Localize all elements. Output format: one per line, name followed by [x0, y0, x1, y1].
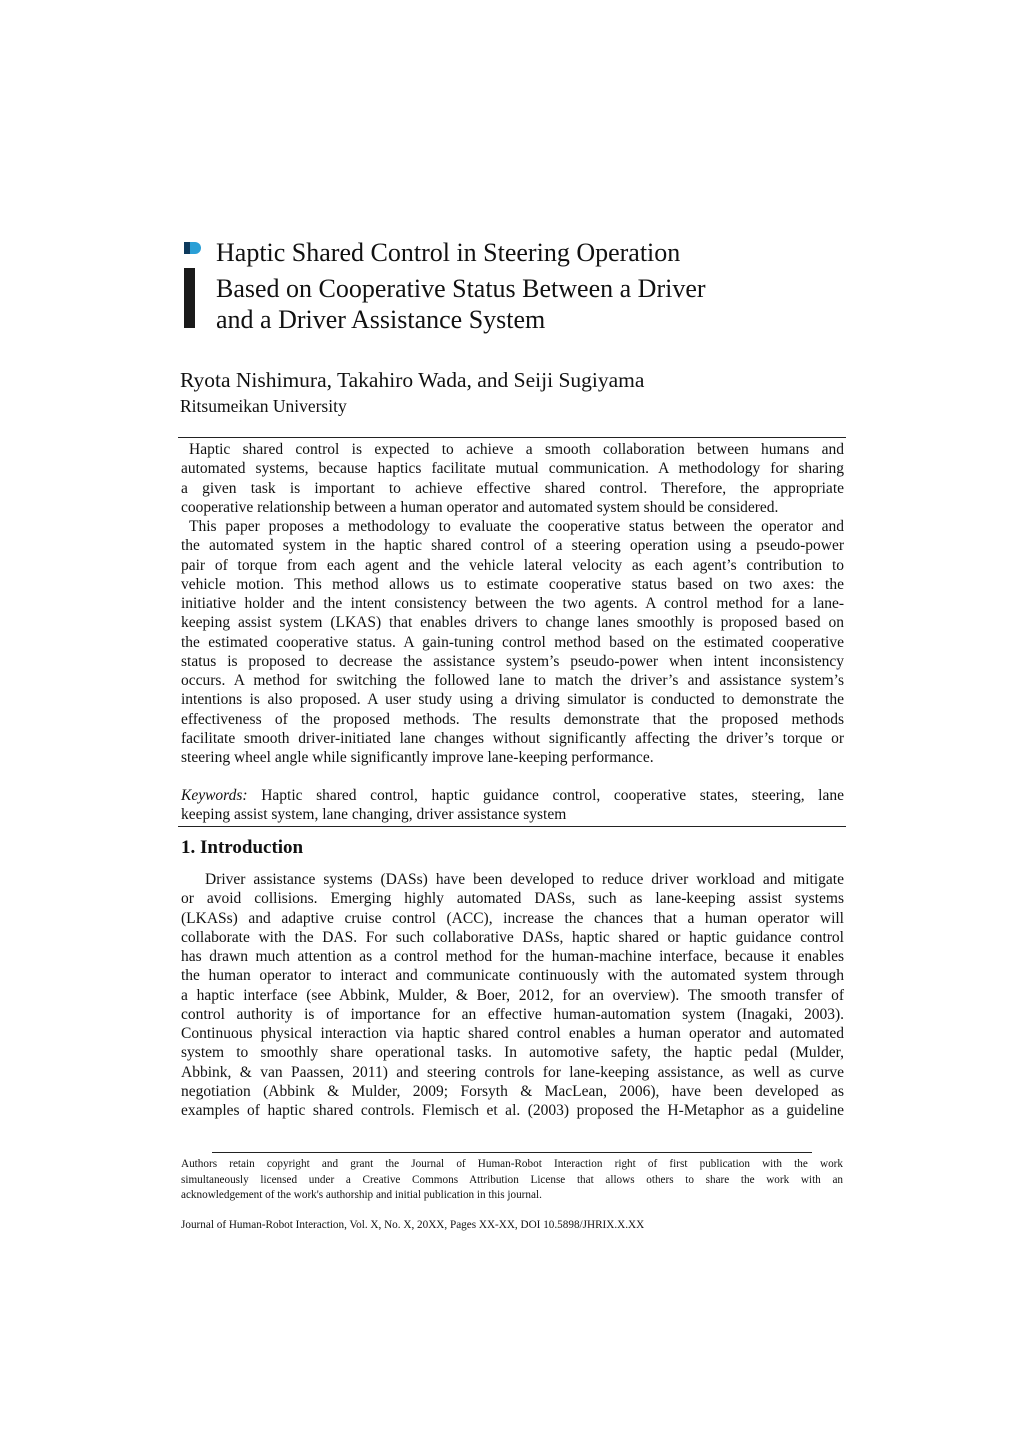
text-line: (LKASs) and adaptive cruise control (ACC), increase the chances that a human operator will	[181, 909, 844, 927]
title-line: Based on Cooperative Status Between a Driver	[216, 274, 706, 303]
text-line: the human operator to interact and communicate continuously with the automated system through	[181, 967, 844, 985]
text-line: steering wheel angle while significantly improve lane-keeping performance.	[181, 749, 654, 766]
keywords-line: keeping assist system, lane changing, driver assistance system	[181, 806, 567, 824]
text-line: Driver assistance systems (DASs) have been developed to reduce driver workload and mitigate	[205, 871, 844, 888]
abstract	[181, 440, 844, 767]
authors: Ryota Nishimura, Takahiro Wada, and Seiji Sugiyama	[180, 368, 645, 392]
text-line: cooperative relationship between a human operator and automated system should be considered.	[181, 498, 779, 516]
text-line: Continuous physical interaction via haptic shared control enables a human operator and automated	[181, 1025, 844, 1042]
text-line: vehicle motion. This method allows us to estimate cooperative status based on two axes: the	[181, 575, 844, 593]
text-line: simultaneously licensed under a Creative Commons Attribution License that allows others to share the work with an	[181, 1173, 843, 1186]
text-line: Authors retain copyright and grant the Journal of Human-Robot Interaction right of first publication with the work	[181, 1158, 843, 1170]
text-line: occurs. A method for switching the followed lane to match the driver’s and assistance system’s	[181, 672, 844, 689]
text-line: keeping assist system (LKAS) that enables drivers to change lanes smoothly is proposed based on	[181, 614, 844, 632]
section-heading: 1. Introduction	[181, 837, 304, 858]
text-line: automated systems, because haptics facilitate mutual communication. A methodology for sharing	[181, 460, 844, 478]
text-line: a given task is important to achieve effective shared control. Therefore, the appropriate	[181, 479, 844, 497]
copyright-footnote	[181, 1157, 843, 1204]
text-line: intentions is also proposed. A user study using a driving simulator is conducted to demonstrate the	[181, 691, 844, 709]
text-line: a haptic interface (see Abbink, Mulder, & Boer, 2012, for an overview). The smooth transfer of	[181, 986, 844, 1004]
journal-logo-dot-icon	[184, 242, 201, 254]
text-line: pair of torque from each agent and the vehicle lateral velocity as each agent’s contribution to	[181, 556, 844, 574]
text-line: Haptic shared control is expected to achieve a smooth collaboration between humans and	[189, 441, 844, 458]
text-line: system to smoothly share operational tasks. In automotive safety, the haptic pedal (Mulder,	[181, 1044, 844, 1062]
affiliation: Ritsumeikan University	[180, 396, 347, 416]
title-line: Haptic Shared Control in Steering Operation	[216, 238, 681, 267]
abstract-bottom-rule	[178, 826, 846, 827]
title-line: and a Driver Assistance System	[216, 305, 546, 334]
text-line: negotiation (Abbink & Mulder, 2009; Forsyth & MacLean, 2006), have been developed as	[181, 1082, 844, 1100]
text-line: This paper proposes a methodology to evaluate the cooperative status between the operator and	[189, 518, 844, 535]
paper-title	[216, 236, 706, 337]
journal-citation: Journal of Human-Robot Interaction, Vol. X, No. X, 20XX, Pages XX-XX, DOI 10.5898/JHRIX.X.XX	[181, 1219, 645, 1231]
text-line: effectiveness of the proposed methods. The results demonstrate that the proposed methods	[181, 710, 844, 728]
keywords	[181, 786, 844, 825]
text-line: collaborate with the DAS. For such collaborative DASs, haptic shared or haptic guidance control	[181, 928, 844, 946]
text-line: has drawn much attention as a control method for the human-machine interface, because it enables	[181, 948, 844, 965]
text-line: the estimated cooperative status. A gain-tuning control method based on the estimated cooperative	[181, 633, 844, 651]
text-line: examples of haptic shared controls. Flemisch et al. (2003) proposed the H-Metaphor as a guideline	[181, 1102, 844, 1119]
footnote-rule	[212, 1152, 812, 1153]
text-line: or avoid collisions. Emerging highly automated DASs, such as lane-keeping assist systems	[181, 890, 844, 908]
keywords-label: Keywords:	[181, 787, 248, 804]
text-line: status is proposed to decrease the assistance system’s pseudo-power when intent inconsistency	[181, 652, 844, 670]
text-line: acknowledgement of the work's authorship and initial publication in this journal.	[181, 1189, 542, 1202]
keywords-text: Haptic shared control, haptic guidance control, cooperative states, steering, lane	[261, 787, 844, 804]
text-line: control authority is of importance for an effective human-automation system (Inagaki, 2003).	[181, 1005, 844, 1023]
abstract-top-rule	[178, 437, 846, 438]
journal-logo-bar	[184, 268, 195, 328]
text-line: initiative holder and the intent consistency between the two agents. A control method for a lane-	[181, 595, 844, 612]
text-line: Abbink, & van Paassen, 2011) and steering controls for lane-keeping assistance, as well as curve	[181, 1063, 844, 1081]
intro-body	[181, 870, 844, 1120]
text-line: the automated system in the haptic shared control of a steering operation using a pseudo-power	[181, 537, 844, 555]
keywords-line	[181, 786, 844, 805]
text-line: facilitate smooth driver-initiated lane changes without significantly affecting the driver’s torque or	[181, 729, 844, 747]
